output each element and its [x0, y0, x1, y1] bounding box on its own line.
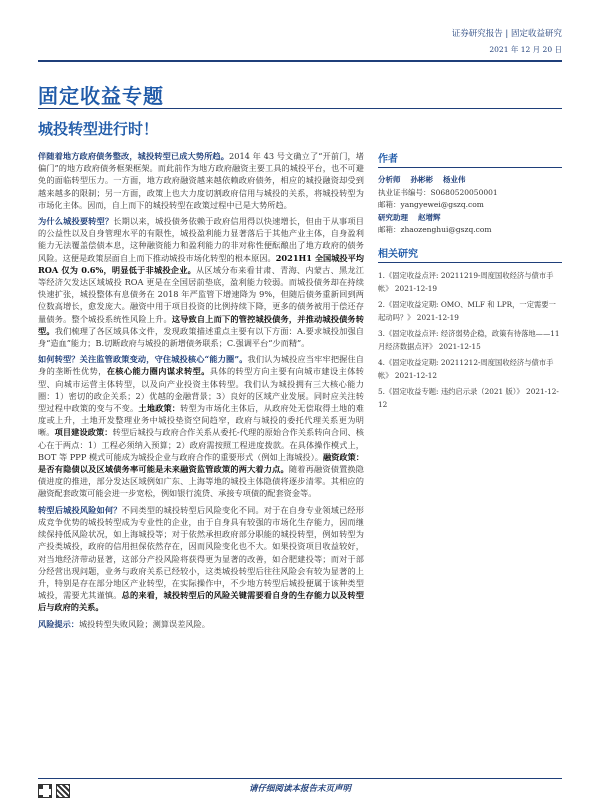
assistant-name: 赵增辉: [418, 212, 441, 222]
paragraph-3: [38, 353, 364, 499]
risk-text: 城投转型失败风险；测算误差风险。: [78, 618, 210, 629]
paragraph-3-bold-1: 在核心能力圈内谋求转型。: [106, 366, 210, 377]
paragraph-2-lead: 为什么城投要转型？: [38, 216, 114, 227]
paragraph-3-text-3: 转型为市场化主体后，从政府处无偿取得土地的难度或上升，土地开发整理业务中城投垫资空间趋窄，政府与城投的委托代理关系更为明晰。: [38, 403, 364, 438]
footer-disclaimer: 请仔细阅读本报告末页声明: [248, 784, 351, 794]
cert-number: S0680520050001: [430, 187, 498, 197]
paragraph-2-bold-1: 2021H1 全国城投平均 ROA 仅为 0.6%，明显低于非城投企业。: [38, 252, 364, 275]
related-item[interactable]: 5.《固定收益专题: 违约启示录（2021 版）》 2021-12-12: [378, 386, 559, 409]
paragraph-3-text-5: 在具体操作模式上，BOT 等 PPP 模式可能成为城投企业与政府合作的重要形式（例如上海城投）。: [38, 439, 364, 462]
paragraph-4-text: 不同类型的城投转型后风险变化不同。对于在自身专业领域已经形成竞争优势的城投转型成为专业性的企业，由于自身具有较强的市场化生存能力，因而继续保持低风险状况，如上海城投等；对于依然承担政府部分职能的城投转型，例如转型为产投类城投，政府的信用担保依然存在，因而风险变化也不大。如果投资项目收益较好，对当地经济带动显著，这部分产投风险将获得更为显著的改善，如合肥建投等；而对于部分经营出现问题，业务与政府关系已经较小，这类城投转型后往往风险会有较为显著的上升，特别是存在部分地区产业转型，在实际操作中，不少地方转型后城投便属于该种类型城投，需要尤其谨慎。: [38, 504, 364, 601]
report-type: 证券研究报告 | 固定收益研究: [451, 29, 562, 39]
paragraph-3-bold-4: 融资政策：是否有隐债以及区域债务率可能是未来融资监管政策的两大着力点。: [38, 451, 364, 475]
related-heading: 相关研究: [378, 245, 562, 263]
email-line-2: [378, 224, 562, 237]
paragraph-2-text: 长期以来，城投债务依赖于政府信用得以快速增长，但由于从事项目的公益性以及自身管理水平的有限性，城投盈利能力显著落后于其他产业主体，自身盈利能力无法覆盖偿债本息，这种融资能力和盈利能力的非对称性便酝酿出了地方政府的债务风险。这便是政策层面自上而下推动城投市场化转型的根本原因。: [38, 216, 364, 263]
assistant-line: [378, 212, 562, 225]
related-item[interactable]: 1.《固定收益点评: 20211219-周度国收经济与债市手帐》 2021-12-19: [378, 270, 554, 293]
email-line-1: [378, 199, 562, 212]
author-line: [378, 174, 562, 187]
paragraph-3-bold-3: 项目建设政策：: [54, 427, 113, 438]
related-item[interactable]: 3.《固定收益点评: 经济弱势企稳，政策有待落地——11 月经济数据点评》 2021-12-15: [378, 328, 560, 351]
title-divider: [38, 108, 562, 109]
email-label-1: 邮箱：: [378, 200, 401, 209]
paragraph-3-text: 我们认为城投应当牢牢把握住自身的垄断性优势，: [38, 354, 364, 377]
paragraph-3-bold-2: 土地政策：: [138, 403, 181, 414]
paragraph-3-text-2: 具体的转型方向主要有向城市建设主体转型、向城市运营主体转型，以及向产业投资主体转型。我们认为城投拥有三大核心能力圈：1）密切的政企关系；2）优越的金融背景；3）良好的区域产业发展。同时应关注转型过程中政策的变与不变。: [38, 366, 364, 414]
header-divider: [38, 60, 562, 62]
paragraph-1-text: 2014 年 43 号文确立了“开前门，堵偏门”的地方政府债务框架框架。而此前作为地方政府融资主要工具的城投平台，也不可避免的面临转型压力。一方面，地方政府融资越来越依赖政府债务，相应的城投融资却受到越来越多的限制；另一方面，政策上也大力度切割政府信用与城投的关系，将城投转型为市场化主体。因而，自上而下的城投转型在政策过程中已是大势所趋。: [38, 151, 364, 210]
risk-warning: [38, 618, 364, 630]
paragraph-2-text-2: 从区域分布来看甘肃、青海、内蒙古、黑龙江等经济欠发达区域城投 ROA 更是在全国居前垫底，盈利能力较弱。而城投债务却在持续快速扩张，城投整体有息债务在 2018 年严监管下增速降为 9%，但随后债务重新回到两位数高增长，愈发庞大。融资中用于项目投资的比例持续下降，更多的债务被用于偿还存量债务。整个城投系统性风险上升。: [38, 264, 364, 324]
paragraph-2-text-3: 我们梳理了各区域具体文件，发现政策描述重点主要有以下方面：A.要求城投加强自身“造血”能力；B.切断政府与城投的新增债务联系；C.强调平台“少而精”。: [38, 325, 364, 349]
paragraph-3-text-6: 随着再融资债置换隐债进度的推进，部分发达区域例如广东、上海等地的城投主体隐债将逐步清零。其相应的融资配套政策可能会进一步宽松，例如银行流贷、承接专项债的配套资金等。: [38, 464, 364, 499]
cert-line: [378, 187, 562, 200]
author-name-2: 杨业伟: [443, 175, 466, 184]
author-heading: 作者: [378, 150, 562, 168]
report-subtitle: 城投转型进行时！: [38, 120, 159, 138]
paragraph-4: [38, 504, 364, 614]
footer-divider: [38, 778, 562, 779]
sidebar: [378, 150, 562, 414]
risk-label: 风险提示：: [38, 618, 79, 629]
email-label-2: 邮箱：: [378, 225, 401, 234]
author-role: 分析师: [378, 175, 401, 184]
related-item[interactable]: 4.《固定收益定期: 20211212-周度国收经济与债市手帐》 2021-12-12: [378, 357, 554, 380]
main-body: [38, 150, 364, 760]
paragraph-3-text-4: 转型后城投与政府合作关系从委托-代理的原始合作关系转向合同、核心在于两点：1）工程必须纳入预算；2）政府需按照工程进度拨款。: [38, 427, 364, 450]
author-name-1: 孙彬彬: [410, 175, 433, 184]
related-item[interactable]: 2.《固定收益定期: OMO、MLF 和 LPR，一定需要一起动吗？》 2021-12-19: [378, 299, 556, 322]
assistant-role: 研究助理: [378, 212, 408, 222]
paragraph-1: [38, 150, 364, 211]
paragraph-2: [38, 215, 364, 349]
cert-label: 执业证书编号：: [378, 187, 431, 197]
paragraph-2-bold-2: 这导致自上而下的管控城投债务，并推动城投债务转型。: [38, 313, 364, 336]
paragraph-4-lead: 转型后城投风险如何？: [38, 504, 122, 515]
paragraph-4-bold: 总的来看，城投转型后的风险关键需要看自身的生存能力以及转型后与政府的关系。: [38, 590, 364, 613]
report-date: 2021 年 12 月 20 日: [489, 45, 562, 54]
email-2[interactable]: zhaozenghui@gszq.com: [400, 225, 492, 234]
paragraph-3-lead: 如何转型？关注监管政策变动，守住城投核心“能力圈”。: [38, 354, 248, 365]
email-1[interactable]: yangyewei@gszq.com: [400, 200, 484, 209]
page-title: 固定收益专题: [38, 84, 164, 108]
paragraph-1-lead: 伴随着地方政府债务整改，城投转型已成大势所趋。: [38, 151, 230, 161]
